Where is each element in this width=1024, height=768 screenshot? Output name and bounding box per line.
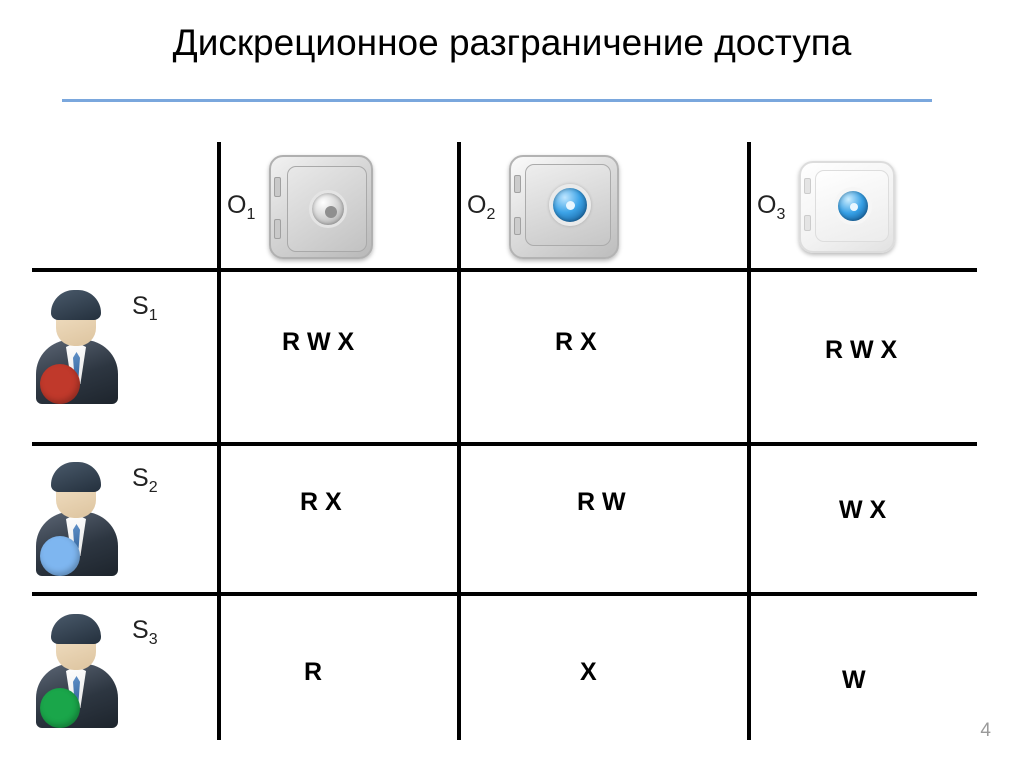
status-badge bbox=[40, 364, 80, 404]
user-hair bbox=[51, 462, 101, 492]
object-2-label bbox=[467, 191, 495, 224]
subject-1-index: 1 bbox=[148, 307, 158, 324]
safe-hinge-bottom bbox=[514, 217, 521, 235]
matrix-cell-s1-o1: R W X bbox=[282, 328, 355, 356]
safe-hinge-top bbox=[804, 178, 811, 194]
subject-2-letter: S bbox=[132, 464, 149, 492]
status-badge bbox=[40, 536, 80, 576]
matrix-cell-s3-o1: R bbox=[304, 658, 323, 686]
matrix-cell-s2-o1: R X bbox=[300, 488, 342, 516]
access-control-matrix bbox=[32, 140, 977, 740]
safe-hinge-top bbox=[514, 175, 521, 193]
object-2-letter: O bbox=[467, 190, 487, 219]
subject-3-label bbox=[132, 616, 158, 649]
grid-vertical-line-3 bbox=[747, 142, 751, 740]
grid-vertical-line-2 bbox=[457, 142, 461, 740]
safe-icon bbox=[269, 155, 373, 259]
title-divider bbox=[62, 99, 932, 102]
row-header-subject-2 bbox=[32, 450, 217, 590]
subject-2-index: 2 bbox=[148, 479, 158, 496]
safe-icon bbox=[509, 155, 619, 259]
page-number: 4 bbox=[980, 720, 991, 741]
page-title: Дискреционное разграничение доступа bbox=[172, 22, 852, 63]
safe-hinge-bottom bbox=[804, 215, 811, 231]
user-hair bbox=[51, 614, 101, 644]
object-1-letter: O bbox=[227, 190, 247, 219]
matrix-cell-s1-o2: R X bbox=[555, 328, 597, 356]
object-2-index: 2 bbox=[486, 205, 496, 223]
row-header-subject-1 bbox=[32, 278, 217, 438]
column-header-object-1 bbox=[227, 152, 452, 262]
matrix-cell-s3-o3: W bbox=[842, 666, 866, 694]
subject-3-letter: S bbox=[132, 616, 149, 644]
grid-horizontal-line-1 bbox=[32, 268, 977, 272]
row-header-subject-3 bbox=[32, 602, 217, 740]
matrix-cell-s2-o2: R W bbox=[577, 488, 626, 516]
object-3-letter: O bbox=[757, 190, 777, 219]
grid-horizontal-line-2 bbox=[32, 442, 977, 446]
matrix-cell-s2-o3: W X bbox=[839, 496, 887, 524]
safe-icon bbox=[799, 161, 895, 253]
subject-3-index: 3 bbox=[148, 631, 158, 648]
column-header-object-2 bbox=[467, 152, 742, 262]
safe-hinge-top bbox=[274, 177, 281, 197]
object-1-index: 1 bbox=[246, 205, 256, 223]
object-3-label bbox=[757, 191, 785, 224]
matrix-cell-s1-o3: R W X bbox=[825, 336, 898, 364]
subject-2-label bbox=[132, 464, 158, 497]
column-header-object-3 bbox=[757, 152, 972, 262]
status-badge bbox=[40, 688, 80, 728]
grid-vertical-line-1 bbox=[217, 142, 221, 740]
object-3-index: 3 bbox=[776, 205, 786, 223]
grid-horizontal-line-3 bbox=[32, 592, 977, 596]
subject-1-letter: S bbox=[132, 292, 149, 320]
object-1-label bbox=[227, 191, 255, 224]
safe-hinge-bottom bbox=[274, 219, 281, 239]
subject-1-label bbox=[132, 292, 158, 325]
matrix-cell-s3-o2: X bbox=[580, 658, 597, 686]
user-hair bbox=[51, 290, 101, 320]
